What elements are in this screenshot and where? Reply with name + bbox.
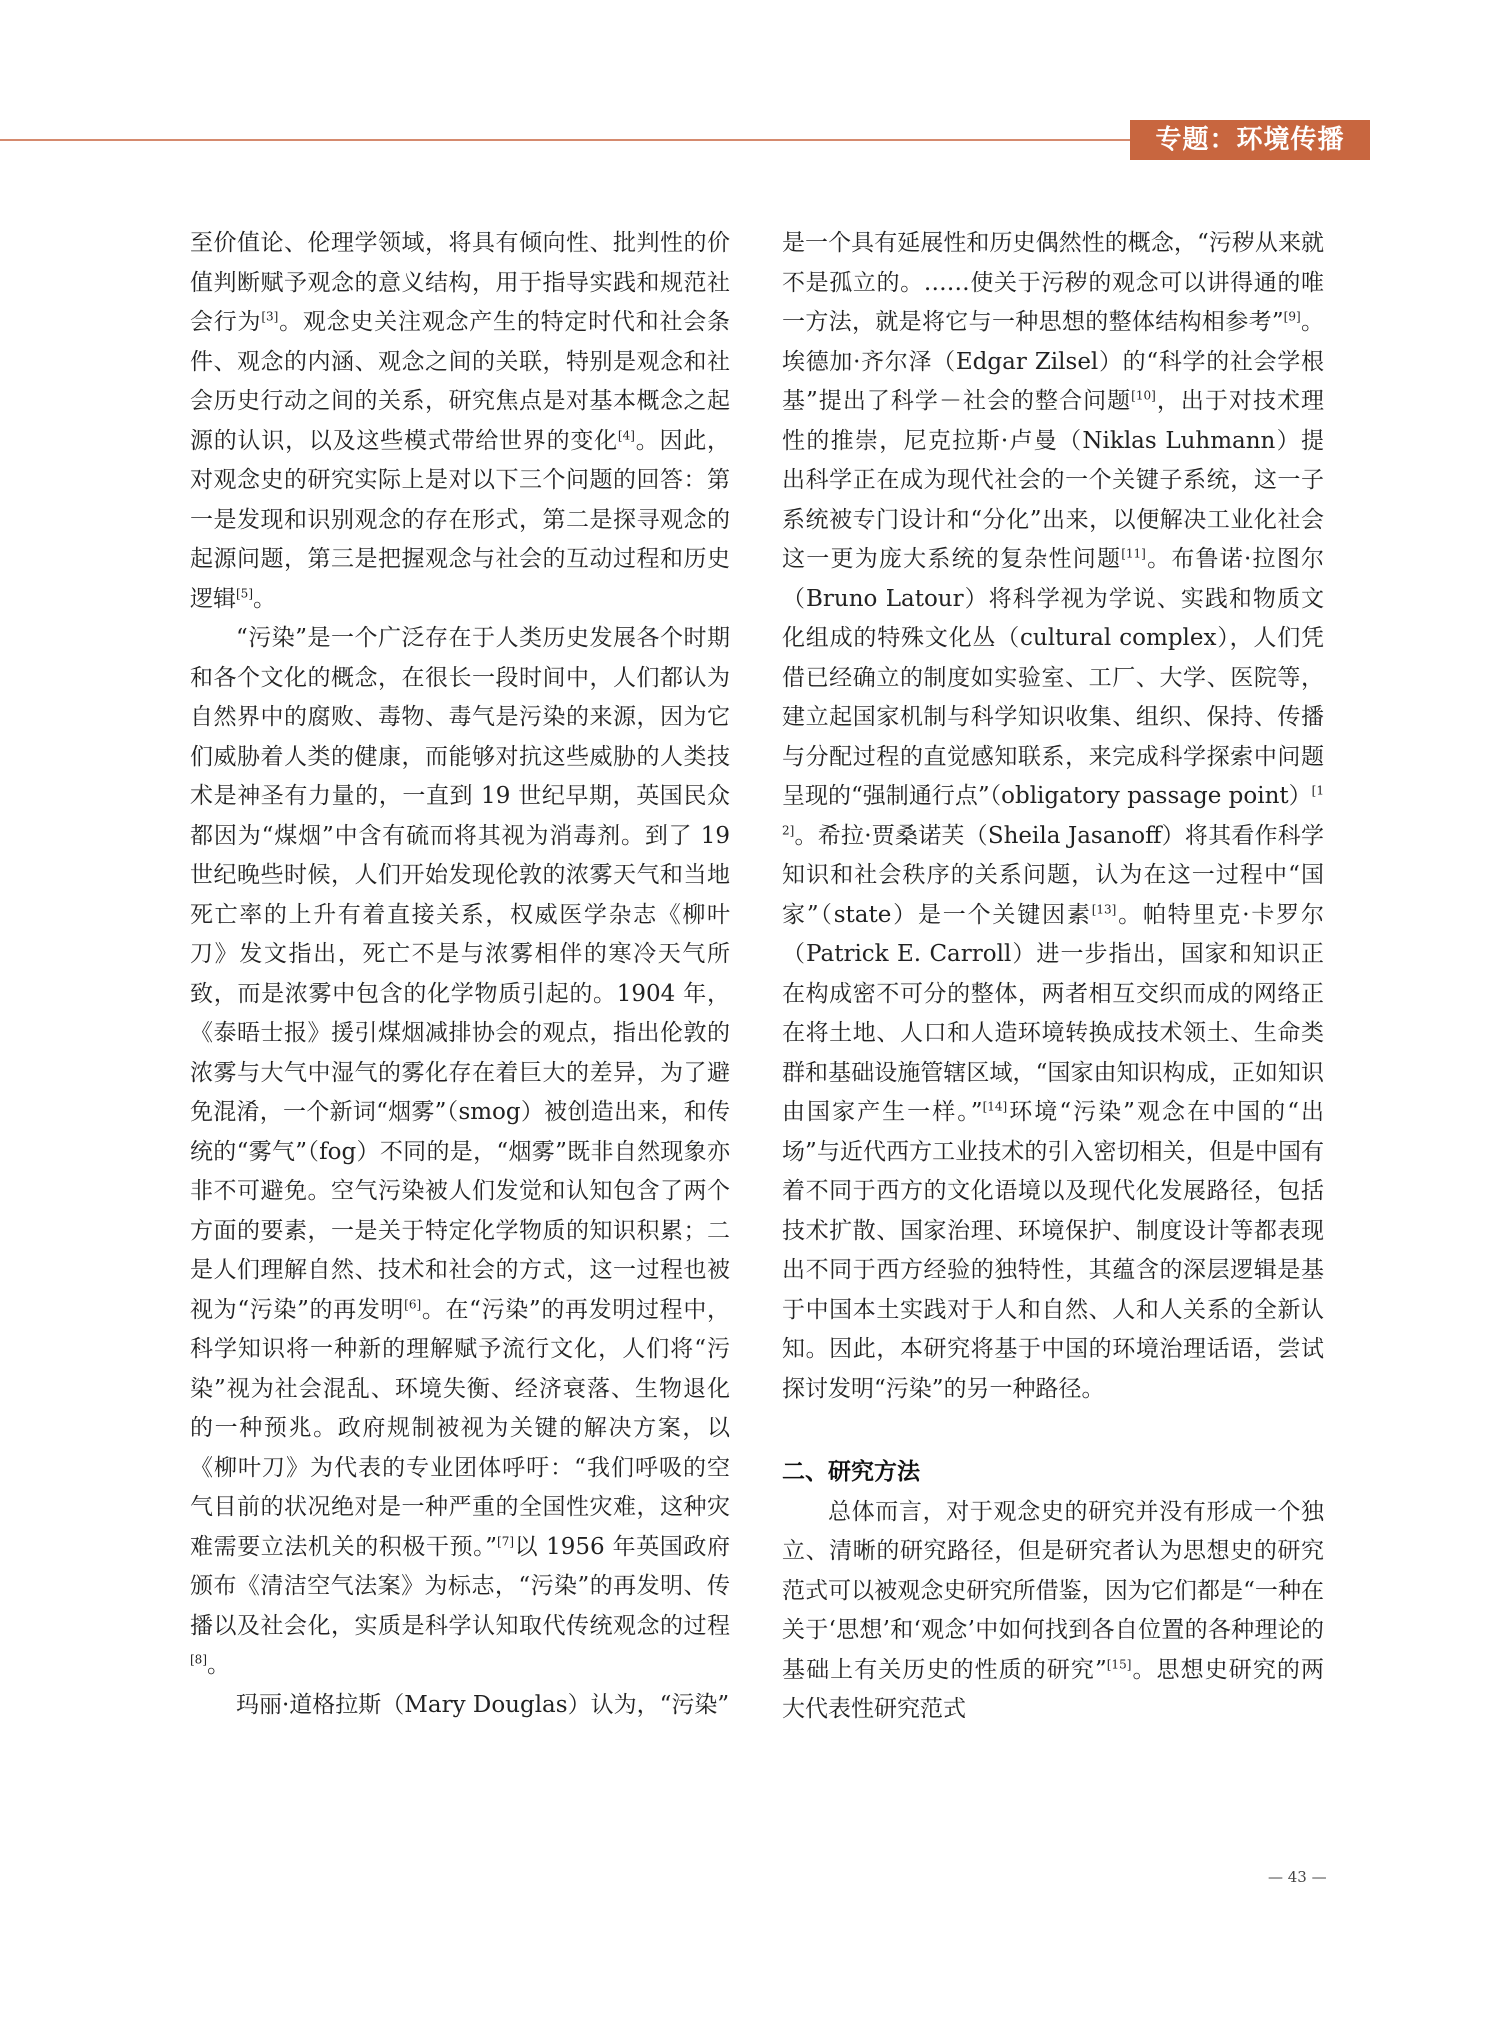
- text-run: 总体而言，对于观念史的研究并没有形成一个独立、清晰的研究路径，但是研究者认为思想史的研究范式可以被观念史研究所借鉴，因为它们都是“一种在关于‘思想’和‘观念’中如何找到各自位置的各种理论的基础上有关历史的性质的研究”: [782, 1498, 1324, 1683]
- text-run: 。在“污染”的再发明过程中，科学知识将一种新的理解赋予流行文化，人们将“污染”视为社会混乱、环境失衡、经济衰落、生物退化的一种预兆。政府规制被视为关键的解决方案，以《柳叶刀》为代表的专业团体呼吁：“我们呼吸的空气目前的状况绝对是一种严重的全国性灾难，这种灾难需要立法机关的积极干预。”: [190, 1296, 730, 1560]
- text-run: 。帕特里克·卡罗尔（Patrick E. Carroll）进一步指出，国家和知识正在构成密不可分的整体，两者相互交织而成的网络正在将土地、人口和人造环境转换成技术领土、生命类群和基础设施管辖区域，“国家由知识构成，正如知识由国家产生一样。”: [782, 901, 1324, 1125]
- citation: [12]: [782, 783, 1324, 837]
- text-run: 。因此，对观念史的研究实际上是对以下三个问题的回答：第一是发现和识别观念的存在形式，第二是探寻观念的起源问题，第三是把握观念与社会的互动过程和历史逻辑: [190, 427, 731, 612]
- text-run: 玛丽·道格拉斯（Mary Douglas）认为，“污染”: [236, 1691, 730, 1718]
- paragraph: [190, 1686, 730, 1726]
- text-run: 。布鲁诺·拉图尔（Bruno Latour）将科学视为学说、实践和物质文化组成的特殊文化丛（cultural complex），人们凭借已经确立的制度如实验室、工厂、大学、医院等，建立起国家机制与科学知识收集、组织、保持、传播与分配过程的直觉感知联系，来完成科学探索中问题呈现的“强制通行点”（obligatory passage point）: [782, 546, 1325, 809]
- page-number: — 43 —: [1268, 1868, 1327, 1886]
- paragraph: [782, 224, 1324, 1409]
- paragraph: [190, 619, 730, 1686]
- citation: [10]: [1131, 388, 1156, 403]
- text-run: 。: [207, 1652, 230, 1678]
- citation: [4]: [617, 427, 635, 442]
- citation: [3]: [261, 309, 279, 324]
- citation: [8]: [190, 1652, 207, 1667]
- left-column: [190, 224, 730, 1725]
- citation: [15]: [1106, 1656, 1132, 1671]
- text-run: 。思想史研究的两大代表性研究范式: [782, 1656, 1324, 1722]
- text-run: 环境“污染”观念在中国的“出场”与近代西方工业技术的引入密切相关，但是中国有着不同于西方的文化语境以及现代化发展路径，包括技术扩散、国家治理、环境保护、制度设计等都表现出不同于西方经验的独特性，其蕴含的深层逻辑是基于中国本土实践对于人和自然、人和人关系的全新认知。因此，本研究将基于中国的环境治理话语，尝试探讨发明“污染”的另一种路径。: [782, 1099, 1324, 1402]
- text-run: ，出于对技术理性的推崇，尼克拉斯·卢曼（Niklas Luhmann）提出科学正在成为现代社会的一个关键子系统，这一子系统被专门设计和“分化”出来，以便解决工业化社会这一更为庞大系统的复杂性问题: [782, 388, 1325, 572]
- text-run: 。希拉·贾桑诺芙（Sheila Jasanoff）将其看作科学知识和社会秩序的关系问题，认为在这一过程中“国家”（state）是一个关键因素: [782, 822, 1324, 928]
- citation: [14]: [982, 1099, 1008, 1114]
- text-run: 。: [253, 585, 276, 612]
- text-run: 。埃德加·齐尔泽（Edgar Zilsel）的“科学的社会学根基”提出了科学－社会的整合问题: [782, 309, 1325, 414]
- citation: [7]: [497, 1533, 515, 1548]
- text-run: 是一个具有延展性和历史偶然性的概念，“污秽从来就不是孤立的。……使关于污秽的观念可以讲得通的唯一方法，就是将它与一种思想的整体结构相参考”: [782, 230, 1324, 335]
- right-column: [782, 224, 1325, 1730]
- citation: [6]: [404, 1296, 422, 1311]
- section-heading: 二、研究方法: [782, 1459, 920, 1485]
- section-tag: 专题：环境传播: [1130, 120, 1370, 160]
- text-run: “污染”是一个广泛存在于人类历史发展各个时期和各个文化的概念，在很长一段时间中，人们都认为自然界中的腐败、毒物、毒气是污染的来源，因为它们威胁着人类的健康，而能够对抗这些威胁的人类技术是神圣有力量的，一直到 19 世纪早期，英国民众都因为“煤烟”中含有硫而将其视为消毒剂。到了 19 世纪晚些时候，人们开始发现伦敦的浓雾天气和当地死亡率的上升有着直接关系，权威医学杂志《柳叶刀》发文指出，死亡不是与浓雾相伴的寒冷天气所致，而是浓雾中包含的化学物质引起的。1904 年，《泰晤士报》援引煤烟减排协会的观点，指出伦敦的浓雾与大气中湿气的雾化存在着巨大的差异，为了避免混淆，一个新词“烟雾”（smog）被创造出来，和传统的“雾气”（fog）不同的是，“烟雾”既非自然现象亦非不可避免。空气污染被人们发觉和认知包含了两个方面的要素，一是关于特定化学物质的知识积累；二是人们理解自然、技术和社会的方式，这一过程也被视为“污染”的再发明: [190, 625, 730, 1323]
- text-run: 。观念史关注观念产生的特定时代和社会条件、观念的内涵、观念之间的关联，特别是观念和社会历史行动之间的关系，研究焦点是对基本概念之起源的认识，以及这些模式带给世界的变化: [190, 309, 731, 454]
- header-rule: [0, 139, 1130, 141]
- citation: [5]: [236, 585, 253, 600]
- citation: [11]: [1121, 546, 1146, 561]
- paragraph: [190, 224, 730, 619]
- text-run: 以 1956 年英国政府颁布《清洁空气法案》为标志，“污染”的再发明、传播以及社会化，实质是科学认知取代传统观念的过程: [190, 1533, 730, 1639]
- citation: [9]: [1283, 309, 1301, 324]
- paragraph: [782, 1493, 1324, 1730]
- text-run: 至价值论、伦理学领域，将具有倾向性、批判性的价值判断赋予观念的意义结构，用于指导实践和规范社会行为: [190, 230, 730, 335]
- citation: [13]: [1091, 901, 1117, 916]
